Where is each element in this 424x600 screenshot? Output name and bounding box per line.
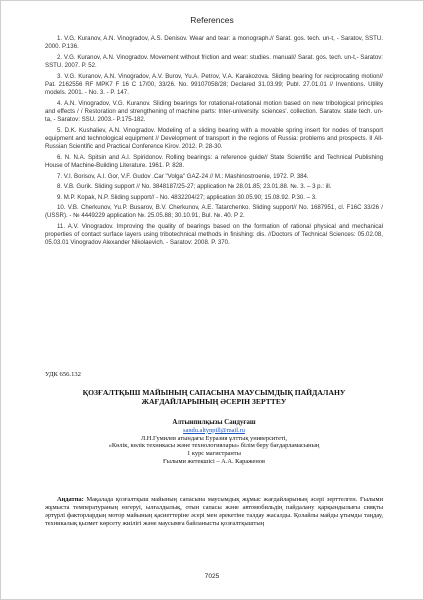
reference-item: 3. V.G. Kuranov, A.N. Vinogradov, A.V. Burov, Yu.A. Petrov, V.A. Karakozova. Sliding bearing for reciprocating motion// Pat. 2162556 RF MPK7 F 16 C 17/00, 33/26. No. 99107058/28; Declared 31.03.99; Publ. 27.01.01 // Inventions. Utility models. 2001. - No. 3. - P. 147. — [45, 72, 383, 97]
affiliation-line: 1 курс магистранты — [187, 450, 241, 458]
reference-item: 4. A.N. Vinogradov, V.G. Kuranov. Sliding bearings for rotational-rotational motion based on new tribological principles and effects / / Restoration and strengthening of machine parts: Inter-university. sciences'. collection. Saratov. state tech. un-ta, - Saratov: SSU. 2003.- P.175-182. — [45, 99, 383, 124]
reference-item: 9. M.P. Kopak, N.P. Sliding support// - No. 4832204/27; application 30.05.90; 15.08.92. P.30. – 3. — [57, 193, 317, 201]
abstract-text: Мақалада қозғалтқыш майының сапасына маусымдық жұмыс жағдайларының әсері зерттелген. Ғылыми жұмыста температураның өзгеруі, ылғалдылық, отын сапасы және автомобильдің пайдалану қарқындылығы сияқты әртүрлі факторлардың мотор майының қасиеттеріне әсері мен әрекетіне талдау жасалды. Қолайлы майды ұтымды таңдау, техникалық қызмет көрсету жиілігі және маусымға байланысты қозғалтқыштың — [45, 496, 383, 527]
reference-item: 1. V.G. Kuranov, A.N. Vinogradov, A.S. Denisov. Wear and tear: a monograph.// Sarat. gos. tech. un-t, - Saratov, SSTU. 2000. P.136. — [45, 35, 383, 51]
reference-item: 5. D.K. Kushaliev, A.N. Vinogradov. Modeling of a sliding bearing with a movable spring insert for nodes of transport equipment and technological equipment // Development of transport in the regions of Russia: problems and prospects. II All-Russian Scientific and Practical Conference Kirov. 2012. P. 28-30. — [45, 126, 383, 151]
abstract-paragraph — [45, 496, 383, 528]
reference-item: 2. V.G. Kuranov, A.N. Vinogradov. Movement without friction and wear: studies. manual// Sarat. gos. tech. un-t,- Saratov: SSTU. 2007. P. 52. — [45, 53, 383, 70]
references-list — [45, 35, 383, 250]
affiliation-line: Л.Н.Гумилев атындағы Еуразия ұлттық университеті, — [140, 434, 288, 442]
abstract-label: Аңдатпа: — [57, 496, 84, 503]
udk-code: УДК 656.132 — [45, 371, 81, 378]
supervisor-line: Ғылыми жетекшісі – А.А. Караженов — [162, 457, 265, 465]
reference-item: 8. V.B. Gurik. Sliding support // No. 3848187/25-27; application № 28.01.85; 23.01.88. №. 3. – 3 p.: ill. — [57, 183, 332, 191]
reference-item: 11. A.V. Vinogradov. Improving the quality of bearings based on the formation of rational physical and mechanical properties of contact surface layers using tribotechnical methods in finishing: dis. //Doctors of Technical Sciences: 05.02.08, 05.03.01 Vinogradov Alexander Nikolaevich. - Saratov: 2008. P. 370. — [45, 222, 383, 247]
article-title — [45, 388, 383, 407]
references-heading: References — [190, 15, 234, 25]
reference-item: 7. V.I. Borisov, A.I. Gor, V.F. Gudov .Car "Volga" GAZ-24 // M.: Mashinostroenie, 1972. P. 384. — [57, 172, 309, 180]
author-name: Алтынпилқызы Сандуғаш — [172, 419, 256, 426]
article-title-line: ЖАҒДАЙЛАРЫНЫҢ ӘСЕРІН ЗЕРТТЕУ — [141, 397, 287, 407]
reference-item: 6. N. N.A. Spitsin and A.I. Spiridonov. Rolling bearings: a reference guide// State Scientific and Technical Publishing House of Machine-Building Literature. 1961. P. 828. — [45, 153, 383, 170]
affiliation-line: «Көлік, көлік техникасы және технологиялары» білім беру бағдарламасының — [108, 442, 320, 450]
page-number: 7025 — [204, 573, 220, 580]
reference-item: 10. V.B. Cherkunov, Yu.P. Busarov, B.V. Cherkunov, A.E. Tatarchenko. Sliding support// No. 1687951, cl. F16C 33/26 / (USSR). - № 4449229 application №. 25.05.88; 30.10.91, Bul. №. 40. P 2. — [45, 204, 383, 220]
author-block — [45, 419, 383, 466]
author-email-link[interactable]: sandu.altynpill@mail.ru — [183, 426, 245, 434]
article-title-line: ҚОЗҒАЛТҚЫШ МАЙЫНЫҢ САПАСЫНА МАУСЫМДЫҚ ПАЙДАЛАНУ — [82, 388, 346, 397]
